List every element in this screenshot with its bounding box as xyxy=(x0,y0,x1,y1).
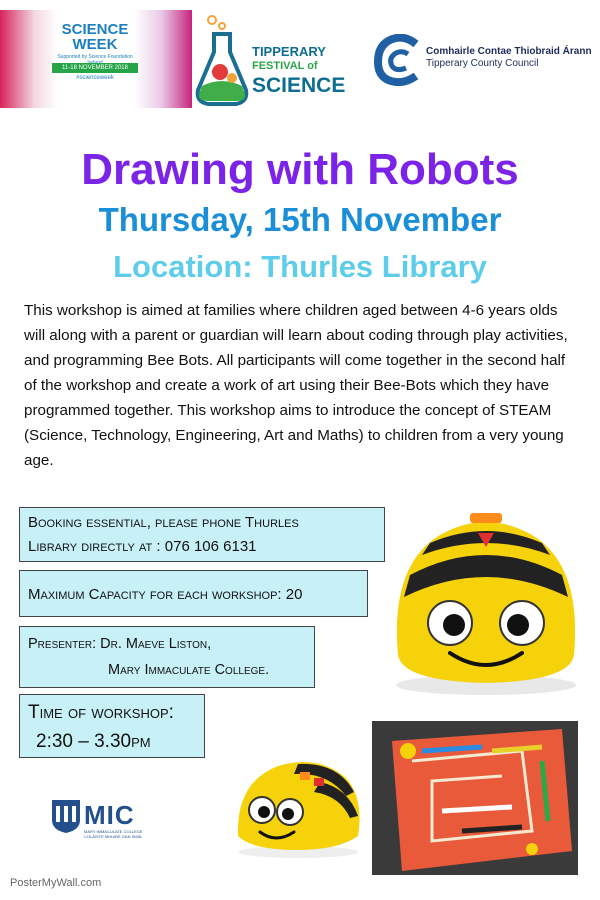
capacity-text: Maximum Capacity for each workshop: 20 xyxy=(28,586,303,603)
festival-line2: FESTIVAL of xyxy=(252,60,318,72)
event-date: Thursday, 15th November xyxy=(98,201,502,238)
science-week-hashtag: #scienceweek xyxy=(76,75,114,81)
presenter-line1: Presenter: Dr. Maeve Liston, xyxy=(28,636,212,652)
art-mat-image-icon xyxy=(372,721,578,875)
time-line1: Time of workshop: xyxy=(28,702,174,723)
time-box xyxy=(19,694,205,758)
science-week-supported: Supported by Science Foundation xyxy=(57,54,133,60)
presenter-box xyxy=(19,626,315,688)
event-location: Location: Thurles Library xyxy=(113,249,487,284)
bee-bot-robot-icon xyxy=(380,505,592,701)
time-line2: 2:30 – 3.30pm xyxy=(36,731,151,752)
event-description: This workshop is aimed at families where children aged between 4-6 years olds will along with a parent or guardian will learn about coding through play activities, and programming Bee Bots. All participants will come together in the second half of the workshop and create a work of art using their Bee-Bots which they have programmed together. This workshop aims to introduce the concept of STEAM (Science, Technology, Engineering, Art and Maths) to children from a very young age. xyxy=(24,302,568,469)
event-title: Drawing with Robots xyxy=(81,145,519,194)
presenter-line2: Mary Immaculate College. xyxy=(108,662,270,678)
booking-line1: Booking essential, please phone Thurles xyxy=(28,514,299,531)
small-bee-bot-icon xyxy=(228,752,368,862)
council-irish-name: Comhairle Contae Thiobraid Árann xyxy=(426,46,592,57)
festival-line1: TIPPERARY xyxy=(252,44,326,59)
mic-subtitle: MARY IMMACULATE COLLEGE COLÁISTE MHUIRE GAN SMÁL xyxy=(84,829,143,839)
capacity-box xyxy=(19,570,368,617)
flask-icon xyxy=(192,12,252,108)
footer-credit: PosterMyWall.com xyxy=(10,877,102,889)
science-week-dates: 11-18 NOVEMBER 2018 xyxy=(52,63,138,73)
mic-crest-icon xyxy=(50,798,82,834)
bee-bot-art-photo xyxy=(372,721,578,875)
science-week-title: SCIENCE WEEK xyxy=(61,21,129,53)
booking-box xyxy=(19,507,385,562)
booking-line2: Library directly at : 076 106 6131 xyxy=(28,538,257,555)
festival-line3: SCIENCE xyxy=(252,74,346,97)
mic-initials: MIC xyxy=(84,800,135,830)
council-english-name: Tipperary County Council xyxy=(426,58,539,69)
council-logo-icon xyxy=(372,34,424,86)
